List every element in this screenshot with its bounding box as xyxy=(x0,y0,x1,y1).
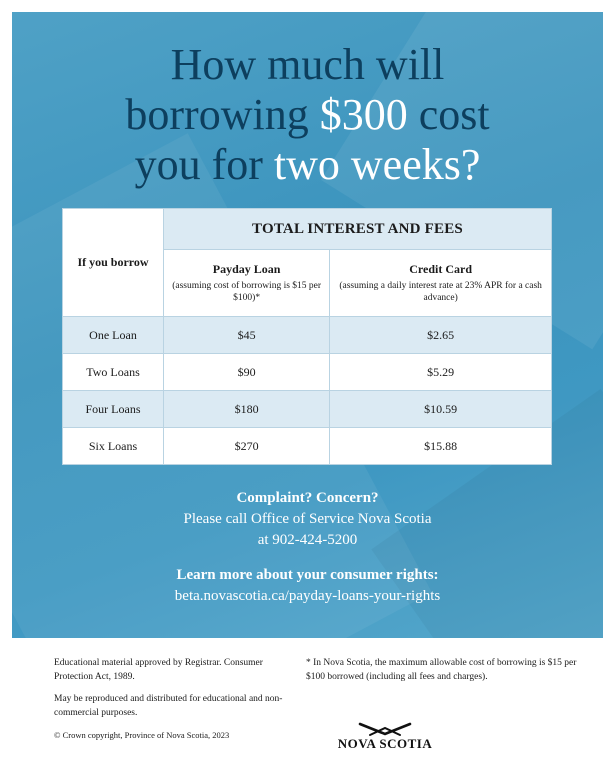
rights-url[interactable]: beta.novascotia.ca/payday-loans-your-rights xyxy=(174,588,441,604)
title-amount: $300 xyxy=(319,90,408,139)
payday-cost: $45 xyxy=(164,317,330,354)
credit-card-title: Credit Card xyxy=(409,262,473,276)
credit-cost: $2.65 xyxy=(330,317,552,354)
reproduction-note: May be reproduced and distributed for educational and non-commercial purposes. xyxy=(54,694,283,718)
logo-wordmark: NOVA SCOTIA xyxy=(337,736,433,751)
info-panel xyxy=(12,12,603,638)
row-label: One Loan xyxy=(63,317,164,354)
payday-loan-header xyxy=(164,250,330,317)
footnote: * In Nova Scotia, the maximum allowable cost of borrowing is $15 per $100 borrowed (including all fees and charges). xyxy=(306,658,577,682)
payday-loan-note: (assuming cost of borrowing is $15 per $100)* xyxy=(172,281,322,303)
approval-note: Educational material approved by Registrar. Consumer Protection Act, 1989. xyxy=(54,658,263,682)
credit-card-header xyxy=(330,250,552,317)
footer-left xyxy=(54,656,304,750)
title-line-1: How much will xyxy=(170,40,445,89)
table-row xyxy=(63,391,552,428)
page-title xyxy=(12,40,603,190)
total-interest-header: TOTAL INTEREST AND FEES xyxy=(164,209,552,250)
if-you-borrow-header: If you borrow xyxy=(63,209,164,317)
cost-comparison-table xyxy=(62,208,552,465)
learn-more-heading: Learn more about your consumer rights: xyxy=(176,567,439,583)
row-label: Two Loans xyxy=(63,354,164,391)
phone-number: at 902-424-5200 xyxy=(257,532,358,548)
title-line-2a: borrowing xyxy=(125,90,320,139)
table-row xyxy=(63,317,552,354)
title-line-2c: cost xyxy=(407,90,490,139)
row-label: Four Loans xyxy=(63,391,164,428)
credit-cost: $10.59 xyxy=(330,391,552,428)
title-duration: two weeks? xyxy=(273,140,481,189)
complaint-heading: Complaint? Concern? xyxy=(236,490,379,506)
payday-loan-title: Payday Loan xyxy=(212,262,281,276)
title-line-3a: you for xyxy=(134,140,274,189)
nova-scotia-logo xyxy=(330,722,460,754)
credit-card-note: (assuming a daily interest rate at 23% APR for a cash advance) xyxy=(339,281,542,303)
row-label: Six Loans xyxy=(63,428,164,465)
call-line: Please call Office of Service Nova Scotia xyxy=(183,511,432,527)
table-row xyxy=(63,428,552,465)
credit-cost: $15.88 xyxy=(330,428,552,465)
table-row xyxy=(63,354,552,391)
contact-section xyxy=(12,488,603,607)
payday-cost: $90 xyxy=(164,354,330,391)
credit-cost: $5.29 xyxy=(330,354,552,391)
copyright-note: © Crown copyright, Province of Nova Scotia, 2023 xyxy=(54,730,230,740)
payday-cost: $270 xyxy=(164,428,330,465)
payday-cost: $180 xyxy=(164,391,330,428)
